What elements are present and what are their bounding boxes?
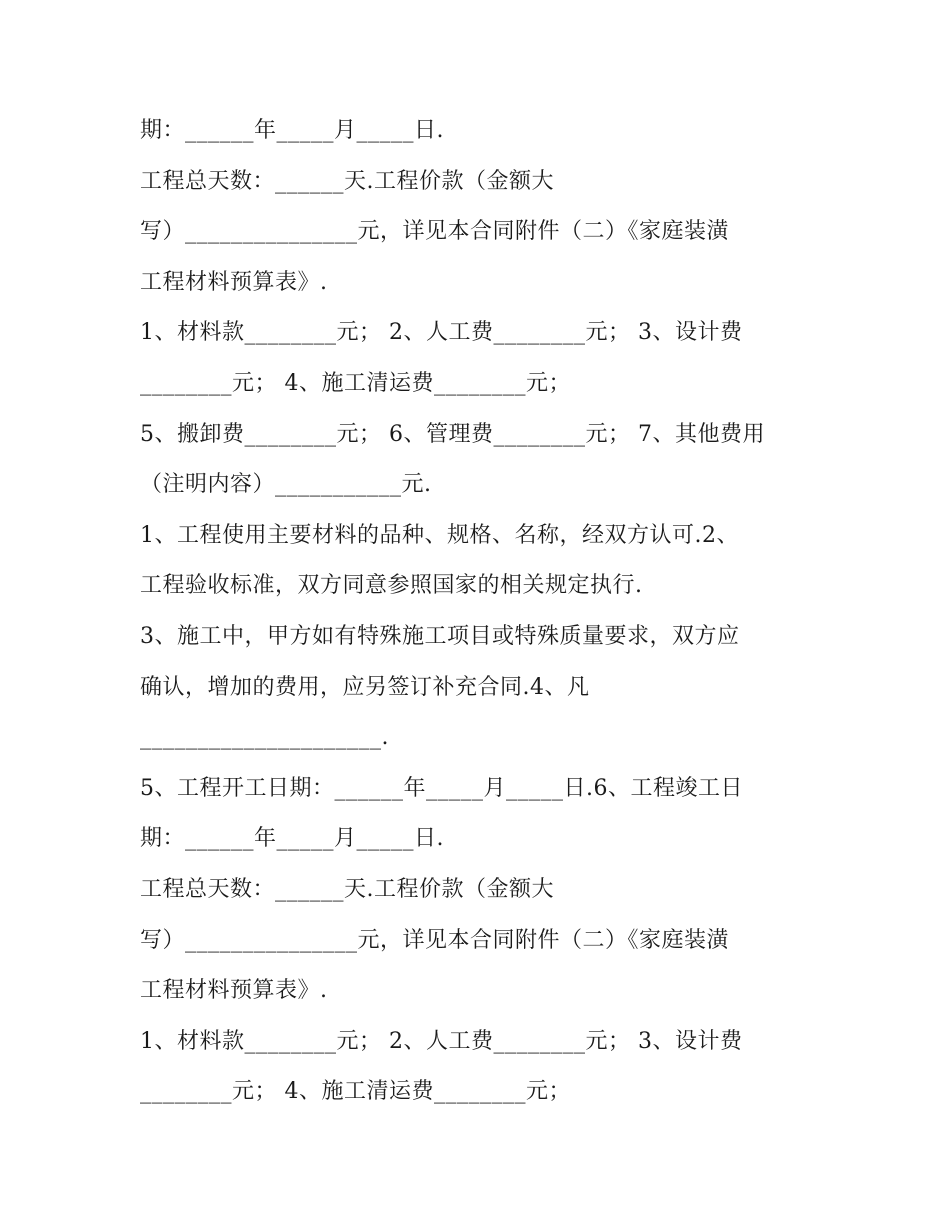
text-line: 工程总天数：______天.工程价款（金额大 [140,876,554,902]
text-line: 写）_______________元，详见本合同附件（二）《家庭装潢 [140,219,730,245]
text-line: 1、工程使用主要材料的品种、规格、名称，经双方认可.2、 [140,522,739,548]
text-line: 1、材料款________元； 2、人工费________元； 3、设计费 [140,320,743,346]
text-line: ________元； 4、施工清运费________元； [140,370,571,396]
text-line: 5、搬卸费________元； 6、管理费________元； 7、其他费用 [140,421,765,447]
text-line: ________元； 4、施工清运费________元； [140,1079,571,1105]
text-line: 5、工程开工日期：______年_____月_____日.6、工程竣工日 [140,775,743,801]
text-line: 写）_______________元，详见本合同附件（二）《家庭装潢 [140,927,730,953]
document-body [140,106,820,1118]
text-line: 确认，增加的费用，应另签订补充合同.4、凡 [140,674,590,700]
text-line: 工程验收标准，双方同意参照国家的相关规定执行. [140,573,643,599]
text-line: （注明内容）___________元. [140,472,432,498]
text-line: 期：______年_____月_____日. [140,826,444,852]
text-line: 3、施工中，甲方如有特殊施工项目或特殊质量要求，双方应 [140,623,740,649]
text-line: 1、材料款________元； 2、人工费________元； 3、设计费 [140,1028,743,1054]
text-line: 期：______年_____月_____日. [140,118,444,143]
text-line: 工程总天数：______天.工程价款（金额大 [140,168,554,194]
text-line: 工程材料预算表》. [140,978,328,1004]
text-line: _____________________. [140,725,389,751]
text-line: 工程材料预算表》. [140,269,328,295]
